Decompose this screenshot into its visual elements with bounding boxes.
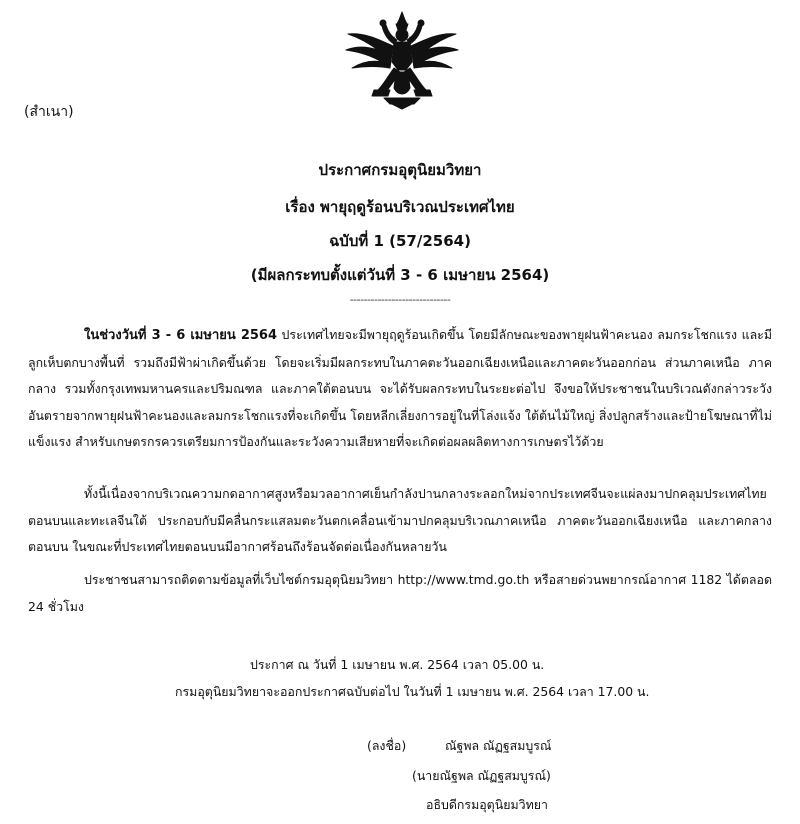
paragraph-3: ประชาชนสามารถติดตามข้อมูลที่เว็บไซต์กรมอุตุนิยมวิทยา http://www.tmd.go.th หรือสายด่วนพยากรณ์อากาศ 1182 ได้ตลอด 24 ชั่วโมง [28, 572, 772, 614]
garuda-emblem-icon [344, 10, 460, 110]
announcement-effective-dates: (มีผลกระทบตั้งแต่วันที่ 3 - 6 เมษายน 2564) [250, 266, 550, 284]
signature-name: ณัฐพล ณัฏฐสมบูรณ์ [445, 738, 552, 753]
next-issue-note: กรมอุตุนิยมวิทยาจะออกประกาศฉบับต่อไป ในวันที่ 1 เมษายน พ.ศ. 2564 เวลา 17.00 น. [175, 684, 650, 699]
announcement-subject: เรื่อง พายุฤดูร้อนบริเวณประเทศไทย [285, 198, 515, 216]
signatory-position: อธิบดีกรมอุตุนิยมวิทยา [426, 797, 548, 812]
paragraph-1-text: ประเทศไทยจะมีพายุฤดูร้อนเกิดขึ้น โดยมีลักษณะของพายุฝนฟ้าคะนอง ลมกระโชกแรง และมีลูกเห็บตกบางพื้นที่ รวมถึงมีฟ้าผ่าเกิดขึ้นด้วย โดยจะเริ่มมีผลกระทบในภาคตะวันออกเฉียงเหนือและภาคตะวันออกก่อน ส่วนภาคเหนือ ภาคกลาง รวมทั้งกรุงเทพมหานครและปริมณฑล และภาคใต้ตอนบน จะได้รับผลกระทบในระยะต่อไป จึงขอให้ประชาชนในบริเวณดังกล่าวระวังอันตรายจากพายุฝนฟ้าคะนองและลมกระโชกแรงที่จะเกิดขึ้น โดยหลีกเลี่ยงการอยู่ในที่โล่งแจ้ง ใต้ต้นไม้ใหญ่ สิ่งปลูกสร้างและป้ายโฆษณาที่ไม่แข็งแรง สำหรับเกษตรกรควรเตรียมการป้องกันและระวังความเสียหายที่จะเกิดต่อผลผลิตทางการเกษตรไว้ด้วย [28, 327, 772, 450]
announcement-issue-number: ฉบับที่ 1 (57/2564) [329, 232, 471, 250]
copy-label: (สำเนา) [24, 104, 74, 120]
paragraph-1 [28, 322, 772, 456]
paragraph-2: ทั้งนี้เนื่องจากบริเวณความกดอากาศสูงหรือมวลอากาศเย็นกำลังปานกลางระลอกใหม่จากประเทศจีนจะแผ่ลงมาปกคลุมประเทศไทยตอนบนและทะเลจีนใต้ ประกอบกับมีคลื่นกระแสลมตะวันตกเคลื่อนเข้ามาปกคลุมบริเวณภาคเหนือ ภาคตะวันออกเฉียงเหนือ และภาคกลางตอนบน ในขณะที่ประเทศไทยตอนบนมีอากาศร้อนถึงร้อนจัดต่อเนื่องกันหลายวัน [28, 486, 772, 555]
issued-date: ประกาศ ณ วันที่ 1 เมษายน พ.ศ. 2564 เวลา 05.00 น. [250, 657, 545, 672]
signatory-full-name: (นายณัฐพล ณัฏฐสมบูรณ์) [412, 768, 551, 783]
title-divider: ----------------------------- [349, 293, 451, 306]
announcement-title: ประกาศกรมอุตุนิยมวิทยา [318, 161, 482, 179]
paragraph-1-lead: ในช่วงวันที่ 3 - 6 เมษายน 2564 [84, 328, 278, 343]
signature-label: (ลงชื่อ) [367, 738, 407, 753]
